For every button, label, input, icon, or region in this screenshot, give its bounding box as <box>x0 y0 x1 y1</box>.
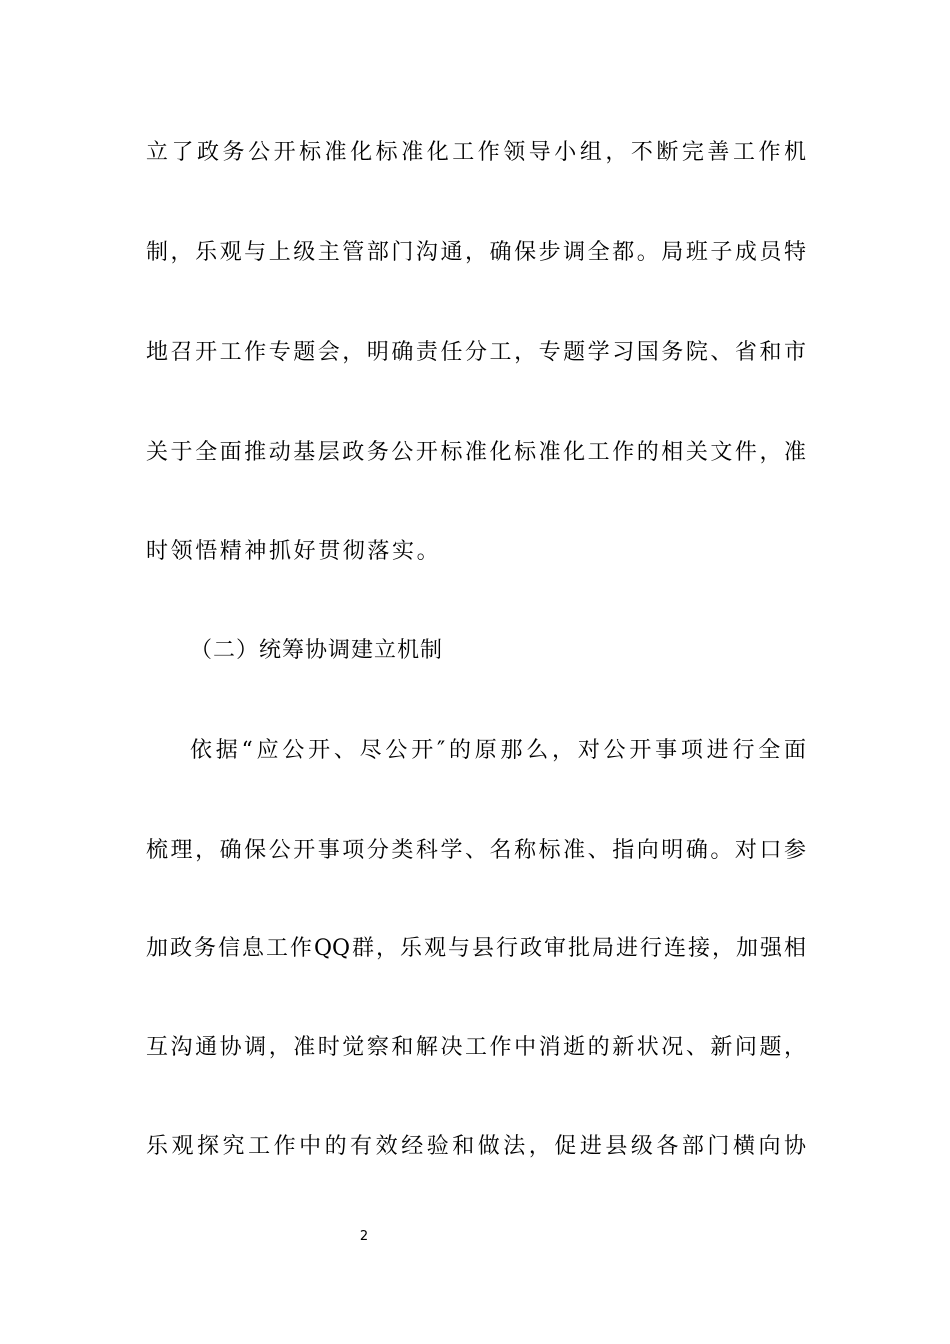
paragraph-line: 加政务信息工作QQ群，乐观与县行政审批局进行连接，加强相 <box>146 936 806 961</box>
paragraph-line: 关于全面推动基层政务公开标准化标准化工作的相关文件，准 <box>146 440 806 465</box>
paragraph-line: 时领悟精神抓好贯彻落实。 <box>146 539 442 564</box>
paragraph-line: 地召开工作专题会，明确责任分工，专题学习国务院、省和市 <box>146 340 806 365</box>
section-heading: （二）统筹协调建立机制 <box>190 638 444 663</box>
paragraph-line: 制，乐观与上级主管部门沟通，确保步调全都。局班子成员特 <box>146 240 806 265</box>
paragraph-line: 乐观探究工作中的有效经验和做法，促进县级各部门横向协 <box>146 1134 806 1159</box>
paragraph-line: 互沟通协调，准时觉察和解决工作中消逝的新状况、新问题， <box>146 1035 806 1060</box>
paragraph-line: 依据“应公开、尽公开″的原那么，对公开事项进行全面 <box>190 738 806 763</box>
paragraph-line: 梳理，确保公开事项分类科学、名称标准、指向明确。对口参 <box>146 838 806 863</box>
page-number: 2 <box>359 1229 369 1244</box>
paragraph-line: 立了政务公开标准化标准化工作领导小组，不断完善工作机 <box>146 140 806 165</box>
